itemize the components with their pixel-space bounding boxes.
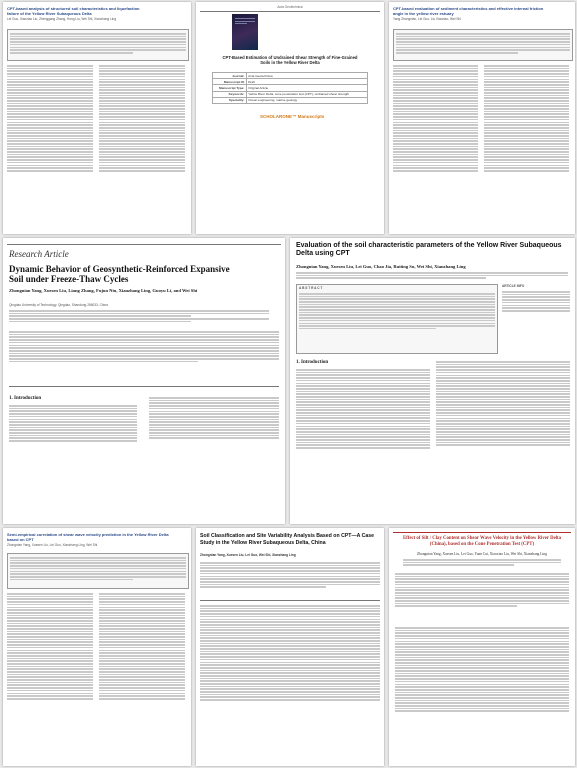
paper-4-section: Research Article	[9, 249, 69, 259]
paper-5-authors: Zhongnian Yang, Xuesen Liu, Lei Guo, Chao Jia, Ruiting Su, Wei Shi, Xianzhang Ling	[296, 264, 466, 269]
paper-3-body-right	[484, 64, 569, 173]
paper-3-body-left	[393, 64, 478, 173]
paper-8-top-rule	[393, 532, 571, 533]
paper-7-rule	[200, 600, 380, 601]
manuscript-meta-table	[212, 72, 368, 104]
paper-7-body	[200, 604, 380, 702]
paper-page-4	[3, 238, 285, 524]
paper-page-5	[290, 238, 575, 524]
paper-5-article-info-label: ARTICLE INFO	[502, 284, 525, 288]
paper-8-authors: Zhongnian Yang, Xuesen Liu, Lei Guo, Yuan Cui, Xiaoxiao Liu, Wei Shi, Xianzhang Ling	[416, 552, 548, 556]
paper-8-title: Effect of Silt / Clay Content on Shear Wave Velocity in the Yellow River Delta (China), based on the Cone Penetration Test (CPT)	[402, 536, 562, 547]
paper-5-abstract	[296, 284, 498, 354]
paper-4-authors: Zhongnian Yang, Xuesen Liu, Liang Zhang, Fujun Niu, Xianzhang Ling, Guoyu Li, and Wei Shi	[9, 288, 198, 293]
meta-row: Manuscript Type: Original Article	[213, 85, 368, 91]
journal-cover-image	[232, 14, 258, 50]
paper-5-abstract-label: A B S T R A C T	[299, 285, 323, 290]
paper-5-intro-heading: 1. Introduction	[296, 360, 329, 365]
paper-6-authors: Zhongnian Yang, Xuesen Liu, Lei Guo, Xianzhang Ling, Wei Shi	[7, 543, 98, 547]
paper-4-body-right	[149, 396, 279, 440]
paper-4-body-left	[9, 404, 137, 443]
paper-page-6	[3, 528, 191, 766]
paper-4-affiliation: Qingdao University of Technology, Qingdao, Shandong 266033, China	[9, 303, 108, 307]
meta-row: Keywords: Yellow River Delta, cone penetration test (CPT), undrained shear strength	[213, 91, 368, 97]
paper-2-rule	[200, 11, 380, 12]
paper-6-abstract	[7, 553, 189, 589]
paper-5-article-info	[502, 290, 570, 313]
paper-1-abstract	[7, 29, 189, 61]
paper-4-intro-heading: 1. Introduction	[9, 396, 42, 401]
paper-4-top-rule	[7, 244, 281, 245]
paper-7-title: Soil Classification and Site Variability Analysis Based on CPT—A Case Study in the Yellow River Subaqueous Delta, China	[200, 533, 375, 546]
paper-page-7	[196, 528, 384, 766]
paper-8-body	[395, 626, 569, 713]
meta-row: Journal: Acta Geotechnica	[213, 73, 368, 79]
meta-row: Speciality: Ocean engineering, marine geology	[213, 97, 368, 103]
paper-4-mid-rule	[9, 386, 279, 387]
paper-4-affil-lines	[9, 309, 269, 324]
meta-row: Manuscript ID Draft	[213, 79, 368, 85]
paper-page-1	[3, 2, 191, 234]
paper-3-abstract	[393, 29, 573, 61]
paper-8-affil-lines	[403, 558, 561, 567]
paper-3-title: CPT-based evaluation of sediment characteristics and effective internal friction angle in the yellow river estuary	[393, 6, 544, 16]
paper-7-abstract-text	[200, 561, 380, 589]
paper-6-body-left	[7, 592, 93, 701]
paper-page-2	[196, 2, 384, 234]
paper-6-body-right	[99, 592, 185, 701]
paper-4-title: Dynamic Behavior of Geosynthetic-Reinforced Expansive Soil under Freeze-Thaw Cycles	[9, 264, 230, 285]
paper-8-abstract-text	[395, 572, 569, 608]
paper-5-title: Evaluation of the soil characteristic parameters of the Yellow River Subaqueous Delta using CPT	[296, 242, 562, 258]
paper-3-authors: Yang Zhongnian, Lei Guo, Liu Xiaoxiao, Wei Shi	[393, 17, 461, 21]
paper-1-body-right	[99, 64, 185, 173]
paper-5-affil-lines	[296, 271, 568, 280]
paper-7-authors: Zhongnian Yang, Xuesen Liu, Lei Guo, Wei Shi, Xianzhang Ling	[200, 553, 296, 557]
paper-1-body-left	[7, 64, 93, 173]
paper-page-8	[389, 528, 575, 766]
scholarone-stamp: SCHOLARONE™ Manuscripts	[260, 114, 325, 119]
paper-5-body-left	[296, 368, 430, 450]
paper-1-authors: Lei Guo, Xiaoxiao Liu, Zhenggang Zhang, Hong Liu, Wei Shi, Xianzhang Ling	[7, 17, 117, 21]
paper-2-title: CPT-Based Estimation of Undrained Shear Strength of Fine-Grained Soils in the Yellow River Delta	[222, 55, 358, 66]
paper-2-journal: Acta Geotechnica	[277, 5, 303, 9]
paper-4-abstract-text	[9, 330, 279, 363]
paper-5-body-right	[436, 360, 570, 447]
paper-6-title: Semi-empirical correlation of shear wave velocity prediction in the Yellow River Delta based on CPT	[7, 532, 169, 542]
paper-page-3	[389, 2, 575, 234]
paper-1-title: CPT-based analysis of structured soil characteristics and liquefaction failure of the Yellow River Subaqueous Delta	[7, 6, 140, 16]
